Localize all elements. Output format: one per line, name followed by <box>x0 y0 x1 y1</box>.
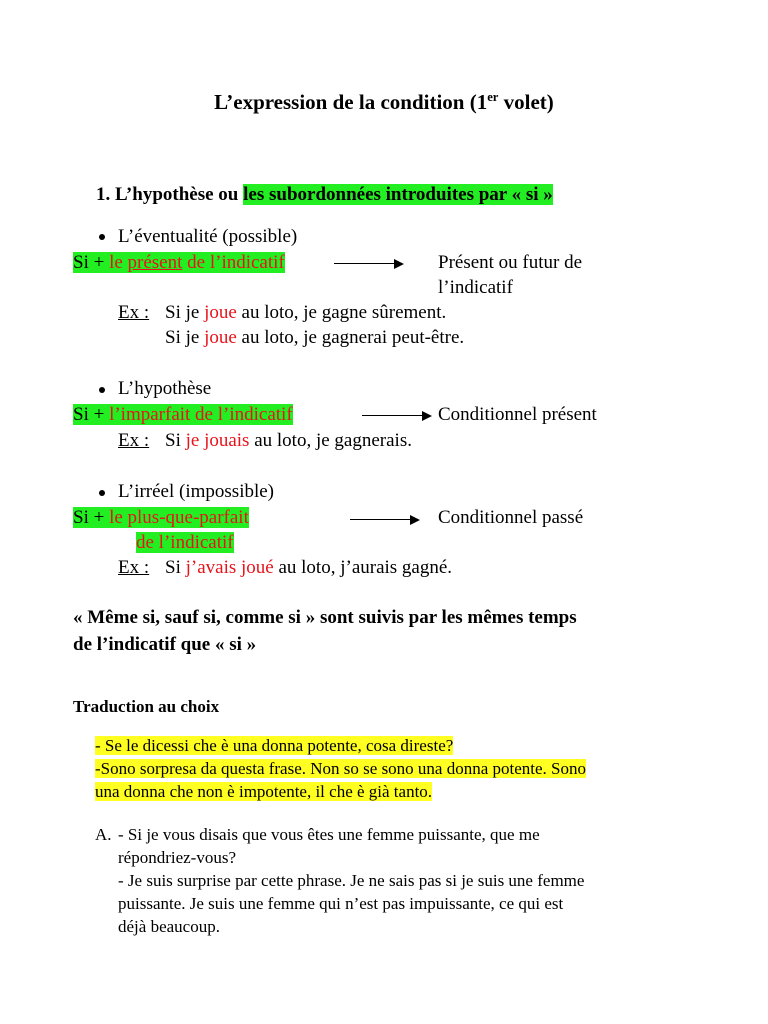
answer-line-3: - Je suis surprise par cette phrase. Je ne sais pas si je suis une femme <box>118 871 585 890</box>
italian-line-2: -Sono sorpresa da questa frase. Non so se sono una donna potente. Sono <box>95 759 587 778</box>
italian-line-1: - Se le dicessi che è una donna potente, cosa direste? <box>95 736 454 755</box>
document-title: L’expression de la condition (1er volet) <box>214 90 554 114</box>
answer-line-4: puissante. Je suis une femme qui n’est pas impuissante, ce qui est <box>118 894 564 913</box>
note-line-1: « Même si, sauf si, comme si » sont suivis par les mêmes temps <box>73 607 577 628</box>
example-irreel: Si j’avais joué au loto, j’aurais gagné. <box>165 557 453 578</box>
bullet-label-hypothese: L’hypothèse <box>118 378 212 399</box>
example-eventualite-2: Si je joue au loto, je gagnerai peut-être. <box>165 327 465 348</box>
section-heading: 1. L’hypothèse ou les subordonnées introduites par « si » <box>96 184 553 205</box>
bullet-icon <box>99 387 105 393</box>
example-label: Ex : <box>118 430 150 451</box>
rule-irreel-line2: de l’indicatif <box>136 532 234 553</box>
example-eventualite-1: Si je joue au loto, je gagne sûrement. <box>165 302 447 323</box>
answer-line-1: - Si je vous disais que vous êtes une femme puissante, que me <box>118 825 540 844</box>
italian-line-3: una donna che non è impotente, il che è già tanto. <box>95 782 433 801</box>
rule-irreel-line1: Si + le plus-que-parfait <box>73 507 249 528</box>
answer-marker: A. <box>95 825 112 844</box>
rule-eventualite: Si + le présent de l’indicatif <box>73 252 285 273</box>
result-eventualite-line1: Présent ou futur de <box>438 252 583 273</box>
example-hypothese: Si je jouais au loto, je gagnerais. <box>165 430 412 451</box>
result-eventualite-line2: l’indicatif <box>438 277 513 298</box>
translation-heading: Traduction au choix <box>73 697 220 716</box>
bullet-label-eventualite: L’éventualité (possible) <box>118 226 298 247</box>
section-heading-highlight: les subordonnées introduites par « si » <box>243 184 553 205</box>
rule-hypothese: Si + l’imparfait de l’indicatif <box>73 404 293 425</box>
example-label: Ex : <box>118 557 150 578</box>
bullet-icon <box>99 490 105 496</box>
example-label: Ex : <box>118 302 150 323</box>
note-line-2: de l’indicatif que « si » <box>73 634 257 655</box>
arrow-right-icon <box>334 258 404 270</box>
arrow-right-icon <box>350 514 420 526</box>
bullet-icon <box>99 234 105 240</box>
answer-line-2: répondriez-vous? <box>118 848 237 867</box>
result-irreel: Conditionnel passé <box>438 507 584 528</box>
result-hypothese: Conditionnel présent <box>438 404 597 425</box>
bullet-label-irreel: L’irréel (impossible) <box>118 481 275 502</box>
arrow-right-icon <box>362 410 432 422</box>
answer-line-5: déjà beaucoup. <box>118 917 220 936</box>
